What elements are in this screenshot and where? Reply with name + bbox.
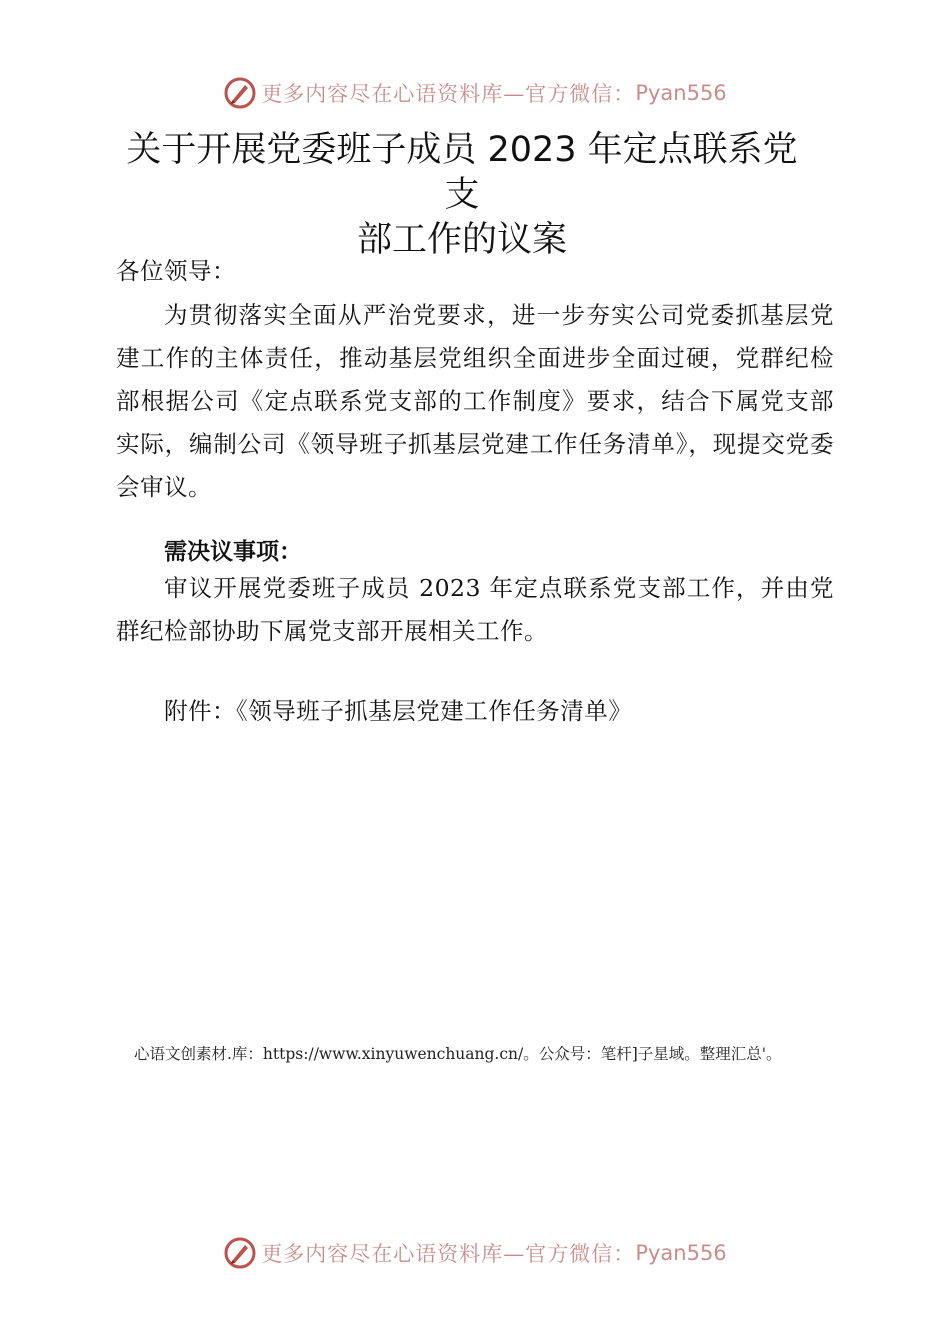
banner-text: 更多内容尽在心语资料库—官方微信： xyxy=(261,1242,636,1266)
source-footnote: 心语文创素材.库：https://www.xinyuwenchuang.cn/。公众号：笔杆]子星域。整理汇总'。 xyxy=(134,1045,782,1063)
banner-wechat-id: Pyan556 xyxy=(635,1241,727,1265)
banner-text: 更多内容尽在心语资料库—官方微信： xyxy=(261,82,636,106)
header-watermark-banner xyxy=(0,76,950,110)
title-line-1: 关于开展党委班子成员 2023 年定点联系党支 xyxy=(126,130,798,215)
footer-watermark-banner xyxy=(0,1236,950,1270)
salutation: 各位领导： xyxy=(116,257,236,285)
pen-logo-icon xyxy=(223,76,257,110)
section-heading: 需决议事项： xyxy=(164,539,302,565)
body-paragraph-1: 为贯彻落实全面从严治党要求，进一步夯实公司党委抓基层党建工作的主体责任，推动基层党组织全面进步全面过硬，党群纪检部根据公司《定点联系党支部的工作制度》要求，结合下属党支部实际，编制公司《领导班子抓基层党建工作任务清单》，现提交党委会审议。 xyxy=(116,301,834,501)
banner-wechat-id: Pyan556 xyxy=(635,81,727,105)
attachment-line: 附件：《领导班子抓基层党建工作任务清单》 xyxy=(164,697,633,725)
body-paragraph-2: 审议开展党委班子成员 2023 年定点联系党支部工作，并由党群纪检部协助下属党支部开展相关工作。 xyxy=(116,574,834,645)
title-line-2: 部工作的议案 xyxy=(356,220,567,260)
document-title xyxy=(112,128,812,263)
pen-logo-icon xyxy=(223,1236,257,1270)
